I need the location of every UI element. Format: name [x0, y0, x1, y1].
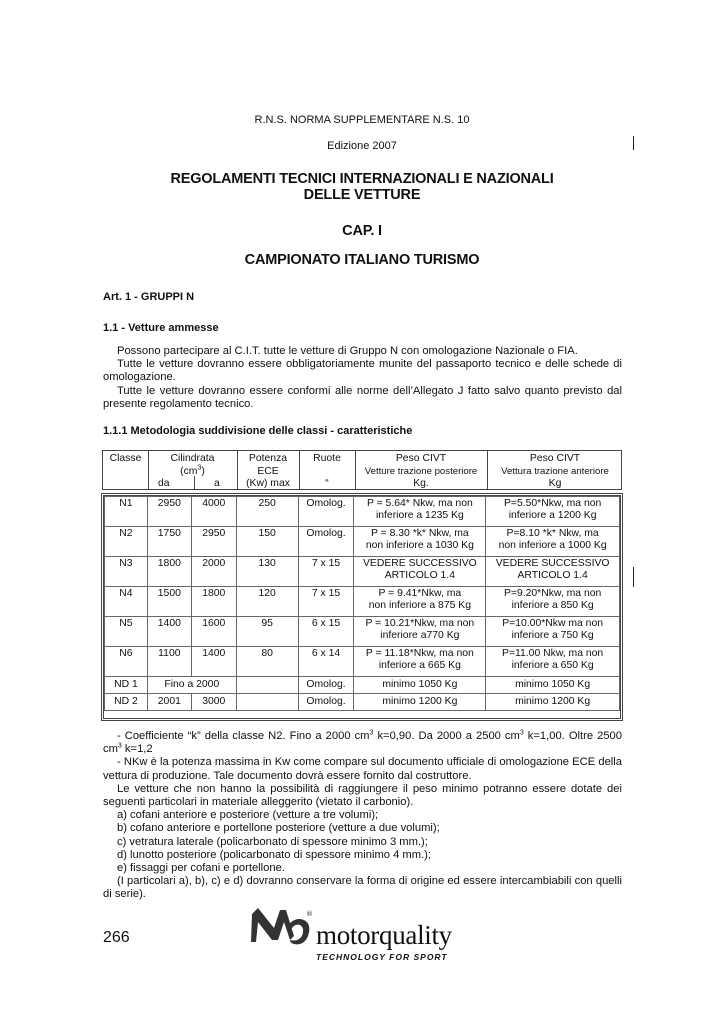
cell-potenza: 120: [236, 587, 298, 617]
cell-ruote: 6 x 14: [298, 647, 354, 677]
cell-potenza: 95: [236, 617, 298, 647]
cell-peso-post: P = 11.18*Nkw, ma non inferiore a 665 Kg: [354, 647, 486, 677]
section-heading: 1.1 - Vetture ammesse: [103, 322, 219, 334]
table-row: [105, 497, 620, 527]
note-item: c) vetratura laterale (policarbonato di spessore minimo 3 mm.);: [117, 835, 428, 848]
notes: [103, 730, 622, 902]
cell-peso-post: P = 10.21*Nkw, ma non inferiore a770 Kg: [354, 617, 486, 647]
revision-bar: [633, 136, 634, 150]
cell-classe: N3: [105, 557, 148, 587]
page-number: 266: [103, 929, 130, 946]
paragraph: Tutte le vetture dovranno essere conformi alle norme dell’Allegato J fatto salvo quanto previsto dal presente regolamento tecnico.: [103, 384, 622, 410]
cell-da: 2950: [147, 497, 191, 527]
cell-potenza: 130: [236, 557, 298, 587]
brand-tagline: TECHNOLOGY FOR SPORT: [316, 952, 448, 962]
table-header: [102, 450, 622, 490]
cell-da: 1500: [147, 587, 191, 617]
cell-ruote: Omolog.: [298, 497, 354, 527]
cell-classe: N2: [105, 527, 148, 557]
cell-a: 1800: [191, 587, 236, 617]
note-closing: (I particolari a), b), c) e d) dovranno conservare la forma di origine ed essere intercambiabili con quelli di serie).: [103, 875, 622, 901]
header-peso-posteriore: Peso CIVT Vetture trazione posteriore Kg.: [364, 453, 478, 489]
cell-cilindrata: Fino a 2000: [147, 677, 236, 694]
cell-a: 2950: [191, 527, 236, 557]
title-line1: REGOLAMENTI TECNICI INTERNAZIONALI E NAZIONALI: [170, 171, 554, 187]
cell-peso-post: minimo 1200 Kg: [354, 694, 486, 711]
cell-potenza: 250: [236, 497, 298, 527]
table-row: [105, 677, 620, 694]
svg-text:®: ®: [306, 910, 313, 918]
note-item: e) fissaggi per cofani e portellone.: [117, 862, 285, 875]
note-coefficient: - Coefficiente “k” della classe N2. Fino a 2000 $cm^3$ k=0,90. Da 2000 a 2500 $cm^3$ k=1,00. Oltre 2500 $cm^3$ k=1,2: [103, 729, 622, 756]
cell-classe: N4: [105, 587, 148, 617]
cell-peso-post: VEDERE SUCCESSIVO ARTICOLO 1.4: [354, 557, 486, 587]
cell-peso-ant: P=9.20*Nkw, ma non inferiore a 850 Kg: [486, 587, 620, 617]
cell-classe: ND 1: [105, 677, 148, 694]
table-row: [105, 617, 620, 647]
note-item: b) cofano anteriore e portellone posteriore (vetture a due volumi);: [117, 822, 440, 835]
note-item: d) lunotto posteriore (policarbonato di spessore minimo 4 mm.);: [117, 848, 432, 861]
cell-potenza: [236, 677, 298, 694]
header-cilindrata: Cilindrata $(cm^3)$ da a: [158, 453, 220, 489]
cell-a: 1600: [191, 617, 236, 647]
cell-ruote: Omolog.: [298, 677, 354, 694]
cell-da: 1100: [147, 647, 191, 677]
table-row: [105, 527, 620, 557]
cell-ruote: 7 x 15: [298, 557, 354, 587]
cell-peso-post: minimo 1050 Kg: [354, 677, 486, 694]
cell-potenza: 80: [236, 647, 298, 677]
cell-peso-ant: minimo 1050 Kg: [486, 677, 620, 694]
title-line2: DELLE VETTURE: [303, 187, 421, 203]
cell-peso-ant: P=8.10 *k* Nkw, ma non inferiore a 1000 Kg: [486, 527, 620, 557]
revision-bar: [633, 567, 634, 587]
brand-name: motorquality: [316, 920, 452, 950]
cell-ruote: Omolog.: [298, 694, 354, 711]
article-heading: Art. 1 - GRUPPI N: [103, 291, 195, 303]
cell-a: 1400: [191, 647, 236, 677]
table-row: [105, 694, 620, 711]
table-row: [105, 587, 620, 617]
cell-peso-ant: P=11.00 Nkw, ma non inferiore a 650 Kg: [486, 647, 620, 677]
header-ruote: Ruote “: [313, 453, 341, 489]
cell-classe: N6: [105, 647, 148, 677]
motorquality-logo: [250, 906, 490, 966]
cell-classe: ND 2: [105, 694, 148, 711]
document-header-line1: R.N.S. NORMA SUPPLEMENTARE N.S. 10: [254, 114, 470, 126]
header-classe: Classe: [109, 453, 142, 464]
paragraph: Possono partecipare al C.I.T. tutte le vetture di Gruppo N con omologazione Nazionale o FIA.: [117, 345, 578, 357]
cell-potenza: 150: [236, 527, 298, 557]
table-row: [105, 557, 620, 587]
cell-a: 4000: [191, 497, 236, 527]
section-body: [103, 345, 622, 411]
cell-peso-ant: minimo 1200 Kg: [486, 694, 620, 711]
subsection-heading: 1.1.1 Metodologia suddivisione delle classi - caratteristiche: [103, 425, 413, 437]
cell-classe: N5: [105, 617, 148, 647]
note-item: a) cofani anteriore e posteriore (vetture a tre volumi);: [117, 809, 379, 822]
championship-title: CAMPIONATO ITALIANO TURISMO: [244, 252, 480, 268]
classes-table: [104, 496, 620, 711]
paragraph: Tutte le vetture dovranno essere obbligatoriamente munite del passaporto tecnico e delle schede di omologazione.: [103, 358, 622, 384]
cell-peso-post: P = 8.30 *k* Nkw, ma non inferiore a 1030 Kg: [354, 527, 486, 557]
cell-ruote: 7 x 15: [298, 587, 354, 617]
table-row: [105, 647, 620, 677]
cell-ruote: Omolog.: [298, 527, 354, 557]
cell-potenza: [236, 694, 298, 711]
cell-da: 1750: [147, 527, 191, 557]
cell-a: 3000: [191, 694, 236, 711]
header-peso-anteriore: Peso CIVT Vettura trazione anteriore Kg: [501, 453, 609, 489]
cell-da: 1400: [147, 617, 191, 647]
cell-peso-post: P = 9.41*Nkw, ma non inferiore a 875 Kg: [354, 587, 486, 617]
cell-classe: N1: [105, 497, 148, 527]
cell-peso-post: P = 5.64* Nkw, ma non inferiore a 1235 Kg: [354, 497, 486, 527]
cell-da: 2001: [147, 694, 191, 711]
cell-da: 1800: [147, 557, 191, 587]
note-lightening: Le vetture che non hanno la possibilità di raggiungere il peso minimo potranno essere dotate dei seguenti particolari in materiale alleggerito (vietato il carbonio).: [103, 782, 622, 809]
cell-peso-ant: VEDERE SUCCESSIVO ARTICOLO 1.4: [486, 557, 620, 587]
cell-a: 2000: [191, 557, 236, 587]
cell-peso-ant: P=10.00*Nkw ma non inferiore a 750 Kg: [486, 617, 620, 647]
cell-ruote: 6 x 15: [298, 617, 354, 647]
document-edition: Edizione 2007: [327, 140, 397, 152]
cell-peso-ant: P=5.50*Nkw, ma non inferiore a 1200 Kg: [486, 497, 620, 527]
chapter-title: CAP. I: [342, 223, 382, 239]
header-potenza: Potenza ECE (Kw) max: [246, 453, 290, 489]
note-nkw: - NKw è la potenza massima in Kw come compare sul documento ufficiale di omologazione ECE della vettura di produzione. Tale documento dovrà essere fornito dal costruttore.: [103, 756, 622, 782]
